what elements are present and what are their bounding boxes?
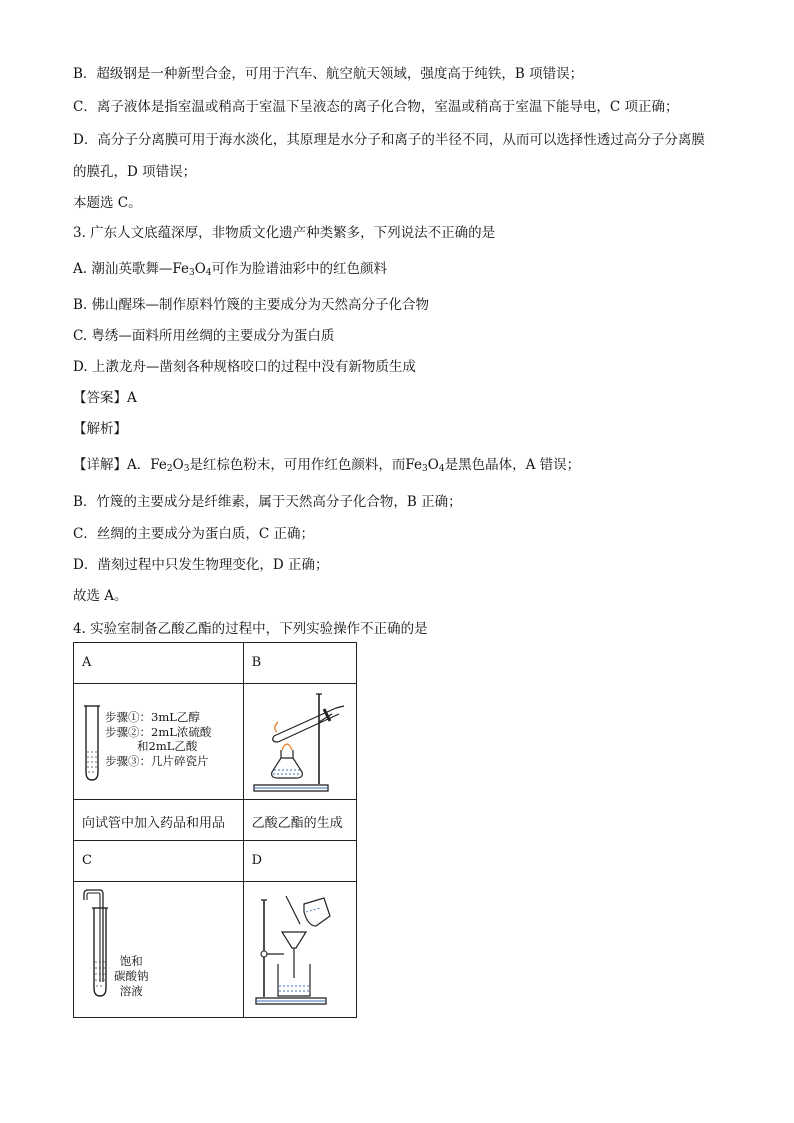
option-b-caption: 乙酸乙酯的生成	[243, 800, 356, 841]
q3-conclusion: 故选 A。	[73, 588, 128, 604]
q3-option-b: B. 佛山醒珠—制作原料竹篾的主要成分为天然高分子化合物	[73, 297, 430, 313]
q3-answer	[73, 389, 137, 407]
q3-detail-d: D．凿刻过程中只发生物理变化，D 正确；	[73, 557, 329, 573]
q3-option-d: D. 上漖龙舟—凿刻各种规格咬口的过程中没有新物质生成	[73, 359, 416, 375]
q3-detail-c: C．丝绸的主要成分为蛋白质，C 正确；	[73, 526, 314, 542]
q3-option-a	[73, 260, 387, 282]
option-b-figure	[243, 684, 356, 800]
formula-fe3o4: $Fe_3O_4$	[405, 457, 445, 474]
q3-detail-b: B．竹篾的主要成分是纤维素，属于天然高分子化合物，B 正确；	[73, 494, 462, 510]
answer-tag: 【答案】	[73, 390, 127, 406]
option-c-figure	[74, 882, 244, 1018]
detail-tag: 【详解】	[73, 457, 127, 473]
option-d-figure	[243, 882, 356, 1018]
option-a-figure	[74, 684, 244, 800]
option-a-caption: 向试管中加入药品和用品	[74, 800, 244, 841]
q2-option-b-analysis: B．超级钢是一种新型合金，可用于汽车、航空航天领域，强度高于纯铁，B 项错误；	[73, 66, 584, 82]
q2-option-d-analysis-line1: D．高分子分离膜可用于海水淡化，其原理是水分子和离子的半径不同，从而可以选择性透过高分子分离膜	[73, 132, 705, 148]
answer-value: A	[127, 390, 137, 406]
option-label-a: A	[74, 643, 244, 684]
q3-option-c: C. 粤绣—面料所用丝绸的主要成分为蛋白质	[73, 328, 335, 344]
formula-fe3o4: $Fe_3O_4$	[172, 261, 212, 278]
formula-fe2o3: $Fe_2O_3$	[150, 457, 190, 474]
heating-apparatus-icon	[244, 684, 357, 799]
option-label-c: C	[74, 841, 244, 882]
q3-stem: 3. 广东人文底蕴深厚，非物质文化遗产种类繁多，下列说法不正确的是	[73, 225, 496, 241]
q2-option-d-analysis-line2: 的膜孔，D 项错误；	[73, 164, 197, 180]
q4-stem: 4. 实验室制备乙酸乙酯的过程中，下列实验操作不正确的是	[73, 621, 428, 637]
q3-option-a-suffix: 可作为脸谱油彩中的红色颜料	[211, 261, 388, 277]
q3-option-a-prefix: A. 潮汕英歌舞—	[73, 261, 173, 277]
option-c-label: 饱和 碳酸钠 溶液	[114, 954, 149, 998]
q2-conclusion: 本题选 C。	[73, 195, 142, 211]
filtration-apparatus-icon	[244, 882, 357, 1017]
q4-options-table	[73, 642, 357, 1018]
collection-tube-icon	[74, 882, 243, 1017]
option-label-d: D	[243, 841, 356, 882]
option-a-steps: 步骤①：3mL乙醇 步骤②：2mL浓硫酸 和2mL乙酸 步骤③：几片碎瓷片	[105, 710, 212, 768]
option-label-b: B	[243, 643, 356, 684]
q2-option-c-analysis: C．离子液体是指室温或稍高于室温下呈液态的离子化合物，室温或稍高于室温下能导电，C 项正确；	[73, 99, 679, 115]
q3-analysis-tag: 【解析】	[73, 421, 127, 437]
q3-detail-a: 【详解】A．$Fe_2O_3$是红棕色粉末，可用作红色颜料，而$Fe_3O_4$是黑色晶体，A 错误；	[73, 457, 581, 474]
